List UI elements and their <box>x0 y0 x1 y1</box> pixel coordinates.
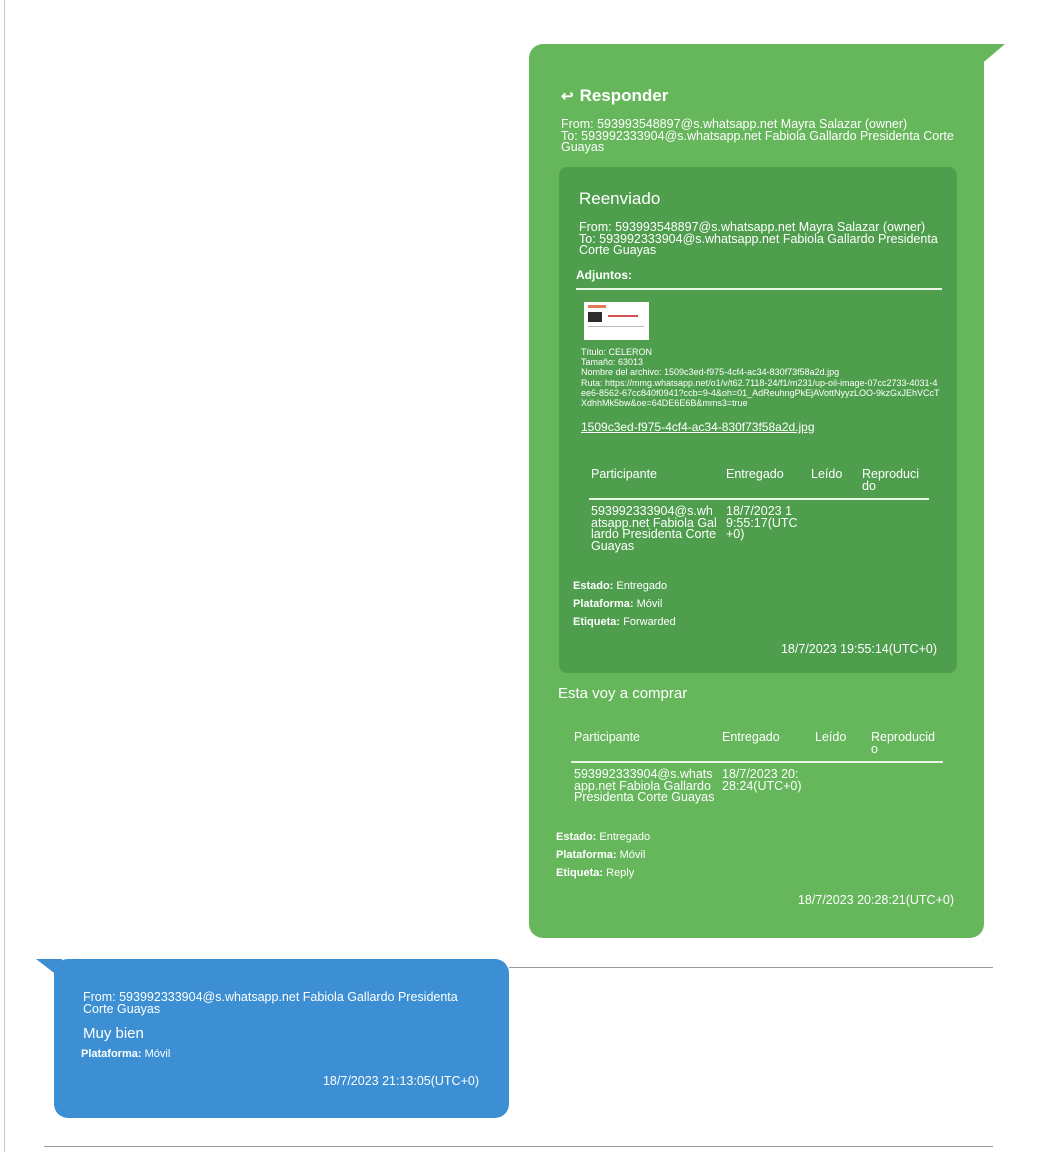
forwarded-message-box <box>559 167 957 673</box>
table-header-played: Reproducido <box>862 467 919 493</box>
forwarded-title: Reenviado <box>579 189 661 208</box>
reply-from-line: From: 593993548897@s.whatsapp.net Mayra Salazar (owner) <box>561 117 908 131</box>
forwarded-platform: Plataforma: Móvil <box>573 598 663 610</box>
forwarded-to-line: To: 593992333904@s.whatsapp.net Fabiola Gallardo Presidenta Corte Guayas <box>579 231 938 257</box>
reply-tag: Etiqueta: Reply <box>556 867 635 879</box>
reply-message-bubble[interactable] <box>529 44 984 938</box>
table-header-played: Reproducido <box>871 730 935 756</box>
page-bottom-separator <box>44 1146 993 1147</box>
reply-arrow-icon: ↩ <box>561 88 574 105</box>
table-cell-delivered: 18/7/2023 19:55:17(UTC+0) <box>726 504 798 541</box>
reply-to-line: To: 593992333904@s.whatsapp.net Fabiola Gallardo Presidenta Corte Guayas <box>561 128 954 154</box>
incoming-from-line: From: 593992333904@s.whatsapp.net Fabiola Gallardo Presidenta Corte Guayas <box>83 990 458 1016</box>
attachment-title: Título: CELERON <box>581 347 653 357</box>
reply-body-text: Esta voy a comprar <box>558 685 688 702</box>
table-header-read: Leído <box>815 730 847 744</box>
table-header-delivered: Entregado <box>722 730 780 744</box>
attachment-link[interactable]: 1509c3ed-f975-4cf4-ac34-830f73f58a2d.jpg <box>581 420 815 434</box>
table-header-read: Leído <box>811 467 843 481</box>
table-cell-participant: 593992333904@s.whatsapp.net Fabiola Gallardo Presidenta Corte Guayas <box>574 767 715 804</box>
table-header-rule <box>589 498 929 500</box>
reply-timestamp: 18/7/2023 20:28:21(UTC+0) <box>797 893 954 907</box>
message-separator <box>509 967 993 968</box>
incoming-message-bubble[interactable] <box>54 959 509 1118</box>
forwarded-tag: Etiqueta: Forwarded <box>573 616 676 628</box>
table-header-participant: Participante <box>591 467 658 481</box>
incoming-body-text: Muy bien <box>83 1025 144 1042</box>
attachments-label: Adjuntos: <box>576 268 632 282</box>
reply-address-block <box>561 119 971 154</box>
forwarded-address-block <box>579 222 949 257</box>
forwarded-from-line: From: 593993548897@s.whatsapp.net Mayra Salazar (owner) <box>579 220 926 234</box>
incoming-platform: Plataforma: Móvil <box>81 1048 171 1060</box>
table-header-delivered: Entregado <box>726 467 784 481</box>
reply-status: Estado: Entregado <box>556 831 651 843</box>
reply-platform: Plataforma: Móvil <box>556 849 646 861</box>
incoming-timestamp: 18/7/2023 21:13:05(UTC+0) <box>322 1074 479 1088</box>
attachment-size: Tamaño: 63013 <box>581 357 644 368</box>
table-header-participant: Participante <box>574 730 641 744</box>
attachments-divider <box>576 288 942 290</box>
attachment-thumbnail[interactable] <box>584 302 649 340</box>
reply-header-label: Responder <box>579 86 669 105</box>
reply-header <box>561 86 668 106</box>
page-left-border <box>4 0 5 1152</box>
table-cell-delivered: 18/7/2023 20:28:24(UTC+0) <box>722 767 802 793</box>
forwarded-timestamp: 18/7/2023 19:55:14(UTC+0) <box>780 642 937 656</box>
attachment-filename: Nombre del archivo: 1509c3ed-f975-4cf4-ac34-830f73f58a2d.jpg <box>581 367 840 378</box>
table-header-rule <box>571 761 943 763</box>
attachment-metadata <box>581 347 941 408</box>
attachment-path: Ruta: https://mmg.whatsapp.net/o1/v/t62.7118-24/f1/m231/up-oil-image-07cc2733-4031-4ee6-8562-67cc840f0941?ccb=9-4&oh=01_AdReuhngPkEjAVottNyyzLOO-9kzGxJEhVCcTXdhhMk5bw&oe=64DE6E6B&mms3=true <box>581 377 940 409</box>
table-cell-participant: 593992333904@s.whatsapp.net Fabiola Gallardo Presidenta Corte Guayas <box>591 504 717 553</box>
forwarded-status: Estado: Entregado <box>573 580 668 592</box>
